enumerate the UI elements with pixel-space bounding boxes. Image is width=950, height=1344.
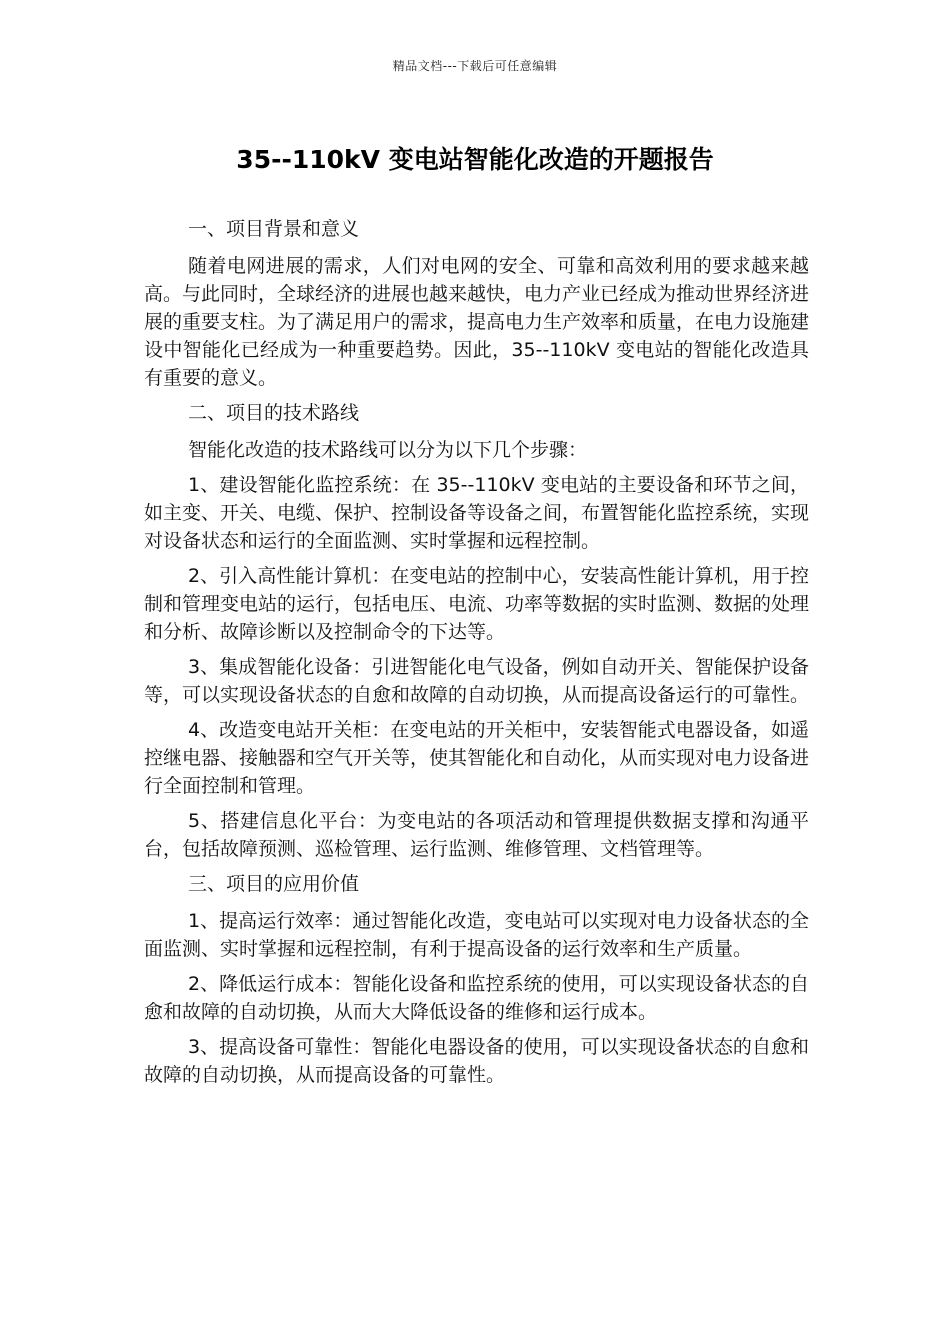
paragraph-route-intro: 智能化改造的技术路线可以分为以下几个步骤：: [188, 439, 588, 461]
section-heading-background: 一、项目背景和意义: [188, 218, 360, 240]
paragraph-value-3: 3、提高设备可靠性：智能化电器设备的使用，可以实现设备状态的自愈和故障的自动切换，从而提高设备的可靠性。: [144, 1036, 809, 1086]
section-heading-technical-route: 二、项目的技术路线: [188, 402, 360, 424]
section-heading-application-value: 三、项目的应用价值: [188, 873, 360, 895]
paragraph-route-step-1: 1、建设智能化监控系统：在 35--110kV 变电站的主要设备和环节之间，如主变、开关、电缆、保护、控制设备等设备之间，布置智能化监控系统，实现对设备状态和运行的全面监测、实时掌握和远程控制。: [144, 474, 810, 552]
paragraph-route-step-4: 4、改造变电站开关柜：在变电站的开关柜中，安装智能式电器设备，如遥控继电器、接触器和空气开关等，使其智能化和自动化，从而实现对电力设备进行全面控制和管理。: [144, 719, 810, 797]
paragraph-value-2: 2、降低运行成本：智能化设备和监控系统的使用，可以实现设备状态的自愈和故障的自动切换，从而大大降低设备的维修和运行成本。: [144, 973, 809, 1023]
document-title: 35--110kV 变电站智能化改造的开题报告: [236, 145, 714, 174]
page-header-note: 精品文档---下载后可任意编辑: [392, 59, 558, 73]
paragraph-route-step-5: 5、搭建信息化平台：为变电站的各项活动和管理提供数据支撑和沟通平台，包括故障预测、巡检管理、运行监测、维修管理、文档管理等。: [144, 810, 809, 860]
paragraph-background: 随着电网进展的需求，人们对电网的安全、可靠和高效利用的要求越来越高。与此同时，全球经济的进展也越来越快，电力产业已经成为推动世界经济进展的重要支柱。为了满足用户的需求，提高电力生产效率和质量，在电力设施建设中智能化已经成为一种重要趋势。因此，35--110kV 变电站的智能化改造具有重要的意义。: [144, 255, 810, 389]
paragraph-route-step-2: 2、引入高性能计算机：在变电站的控制中心，安装高性能计算机，用于控制和管理变电站的运行，包括电压、电流、功率等数据的实时监测、数据的处理和分析、故障诊断以及控制命令的下达等。: [144, 565, 810, 643]
paragraph-value-1: 1、提高运行效率：通过智能化改造，变电站可以实现对电力设备状态的全面监测、实时掌握和远程控制，有利于提高设备的运行效率和生产质量。: [144, 910, 809, 960]
document-body: [144, 215, 809, 1096]
paragraph-route-step-3: 3、集成智能化设备：引进智能化电气设备，例如自动开关、智能保护设备等，可以实现设备状态的自愈和故障的自动切换，从而提高设备运行的可靠性。: [144, 656, 810, 706]
